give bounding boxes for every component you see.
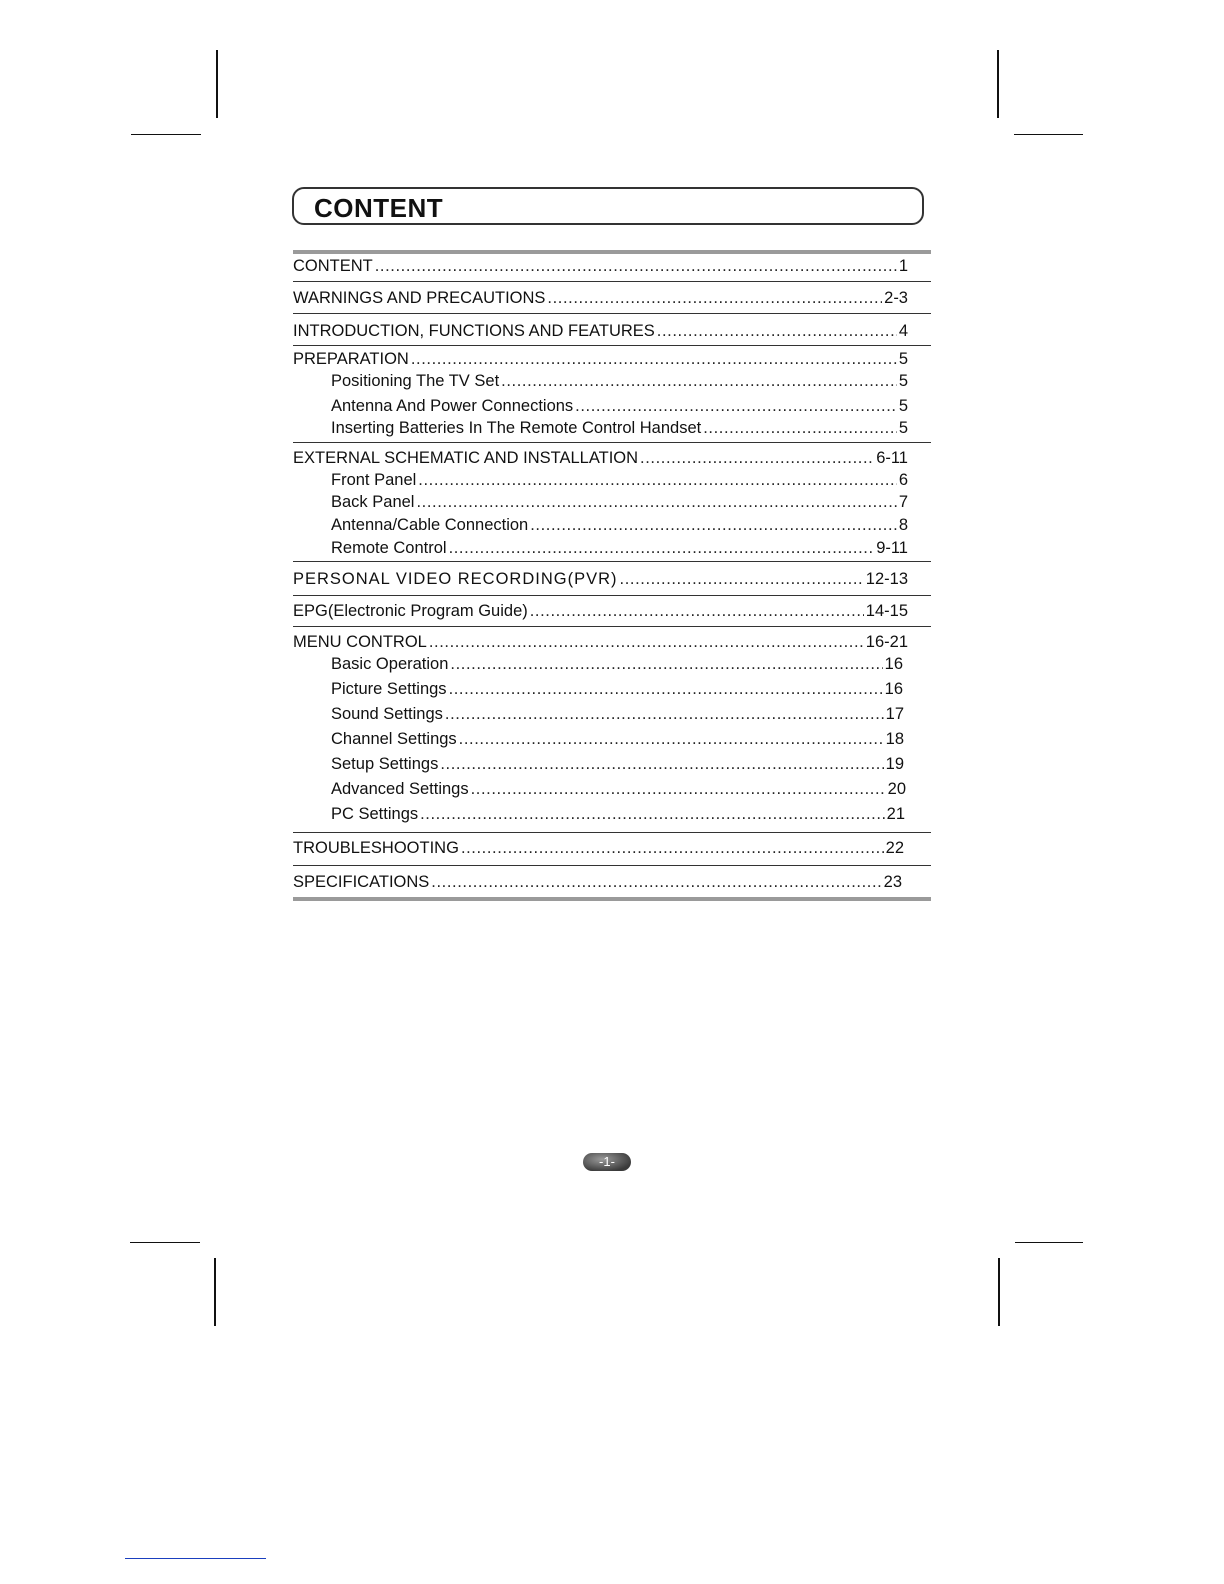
footer-link-underline <box>125 1558 266 1559</box>
toc-label: EXTERNAL SCHEMATIC AND INSTALLATION <box>293 449 639 467</box>
page-title: CONTENT <box>314 193 444 223</box>
toc-page: 23 <box>883 873 902 891</box>
toc-entry-pc-settings[interactable] <box>331 803 905 825</box>
toc-entry-antenna-cable[interactable] <box>331 514 908 536</box>
toc-page: 2-3 <box>884 289 908 307</box>
toc-label: CONTENT <box>293 257 373 275</box>
divider <box>293 442 931 443</box>
toc-page: 4 <box>898 322 908 340</box>
toc-label: Basic Operation <box>331 655 449 673</box>
divider <box>293 313 931 314</box>
toc-entry-front-panel[interactable] <box>331 469 908 491</box>
content-title-box <box>292 187 924 225</box>
toc-entry-pvr[interactable] <box>293 568 908 590</box>
toc-page: 14-15 <box>865 602 908 620</box>
toc-label: Front Panel <box>331 471 417 489</box>
toc-page: 16 <box>884 680 903 698</box>
toc-page: 16-21 <box>865 633 908 651</box>
divider <box>293 832 931 833</box>
toc-page: 5 <box>898 397 908 415</box>
toc-entry-setup-settings[interactable] <box>331 753 904 775</box>
toc-entry-advanced-settings[interactable] <box>331 778 906 800</box>
crop-mark <box>997 50 999 118</box>
toc-label: Setup Settings <box>331 755 439 773</box>
toc-label: Positioning The TV Set <box>331 372 500 390</box>
crop-mark <box>1014 134 1083 135</box>
toc-page: 1 <box>898 257 908 275</box>
toc-label: EPG(Electronic Program Guide) <box>293 602 528 620</box>
toc-page: 5 <box>898 372 908 390</box>
toc-entry-batteries[interactable] <box>331 417 908 439</box>
toc-entry-positioning[interactable] <box>331 370 908 392</box>
toc-page: 9-11 <box>876 539 908 557</box>
toc-entry-introduction[interactable] <box>293 320 908 342</box>
crop-mark <box>998 1258 1000 1326</box>
toc-page: 19 <box>885 755 904 773</box>
divider <box>293 865 931 866</box>
divider <box>293 281 931 282</box>
toc-page: 7 <box>898 493 908 511</box>
toc-entry-menu-control[interactable] <box>293 631 908 653</box>
crop-mark <box>216 50 218 118</box>
toc-label: Advanced Settings <box>331 780 469 798</box>
toc-label: MENU CONTROL <box>293 633 427 651</box>
toc-entry-sound-settings[interactable] <box>331 703 904 725</box>
toc-label: Antenna And Power Connections <box>331 397 574 415</box>
toc-label: Sound Settings <box>331 705 443 723</box>
toc-label: SPECIFICATIONS <box>293 873 430 891</box>
toc-entry-troubleshooting[interactable] <box>293 837 904 859</box>
toc-entry-specifications[interactable] <box>293 871 902 893</box>
toc-label: WARNINGS AND PRECAUTIONS <box>293 289 546 307</box>
toc-entry-channel-settings[interactable] <box>331 728 904 750</box>
crop-mark <box>130 1242 200 1243</box>
toc-page: 17 <box>885 705 904 723</box>
divider <box>293 595 931 596</box>
bottom-rule <box>293 897 931 901</box>
toc-page: 16 <box>884 655 903 673</box>
toc-label: Antenna/Cable Connection <box>331 516 529 534</box>
toc-entry-remote-control[interactable] <box>331 537 908 559</box>
toc-page: 21 <box>886 805 905 823</box>
toc-label: Remote Control <box>331 539 447 557</box>
toc-page: 18 <box>885 730 904 748</box>
toc-entry-external-schematic[interactable] <box>293 447 908 469</box>
toc-entry-warnings[interactable] <box>293 287 908 309</box>
top-rule <box>293 250 931 254</box>
toc-page: 5 <box>898 350 908 368</box>
divider <box>293 561 931 562</box>
divider <box>293 345 931 346</box>
toc-entry-epg[interactable] <box>293 600 908 622</box>
toc-page: 12-13 <box>865 570 908 588</box>
crop-mark <box>131 134 201 135</box>
toc-entry-picture-settings[interactable] <box>331 678 903 700</box>
toc-label: TROUBLESHOOTING <box>293 839 459 857</box>
toc-entry-antenna-power[interactable] <box>331 395 908 417</box>
toc-page: 6 <box>898 471 908 489</box>
toc-page: 22 <box>885 839 904 857</box>
toc-page: 6-11 <box>876 449 908 467</box>
toc-label: Inserting Batteries In The Remote Control Handset <box>331 419 702 437</box>
divider <box>293 626 931 627</box>
toc-entry-basic-operation[interactable] <box>331 653 903 675</box>
toc-label: Channel Settings <box>331 730 457 748</box>
toc-label: PC Settings <box>331 805 419 823</box>
crop-mark <box>1015 1242 1083 1243</box>
toc-page: 20 <box>887 780 906 798</box>
toc-label: PREPARATION <box>293 350 409 368</box>
toc-entry-preparation[interactable] <box>293 348 908 370</box>
toc-label: INTRODUCTION, FUNCTIONS AND FEATURES <box>293 322 655 340</box>
toc-entry-back-panel[interactable] <box>331 491 908 513</box>
toc-page: 8 <box>898 516 908 534</box>
page-number: -1- <box>583 1153 631 1171</box>
toc-label: PERSONAL VIDEO RECORDING(PVR) <box>293 570 618 588</box>
crop-mark <box>214 1258 216 1326</box>
toc-entry-content[interactable] <box>293 255 908 277</box>
toc-label: Back Panel <box>331 493 415 511</box>
toc-page: 5 <box>898 419 908 437</box>
toc-label: Picture Settings <box>331 680 447 698</box>
